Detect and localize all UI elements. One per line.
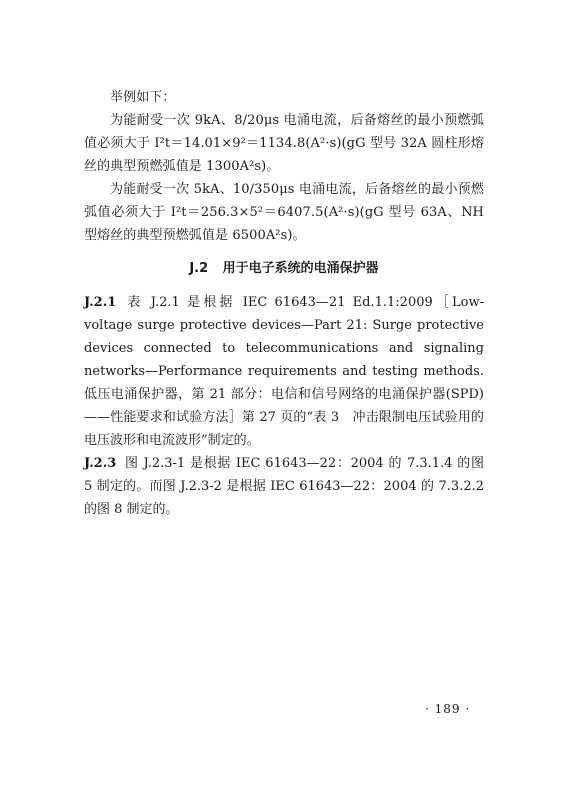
section-heading	[84, 259, 484, 279]
clause-text: 表 J.2.1 是根据 IEC 61643—21 Ed.1.1:2009［Low-voltage surge protective devices—Part 21: Surge protective devices connected to telecommunications and signaling networks—Performance requirements and testing methods. 低压电涌保护器，第 21 部分：电信和信号网络的电涌保护器(SPD)——性能要求和试验方法］第 27 页的“表 3 冲击限制电压试验用的电压波形和电流波形”制定的。	[84, 295, 484, 448]
clause-text: 图 J.2.3-1 是根据 IEC 61643—22：2004 的 7.3.1.4 的图 5 制定的。而图 J.2.3-2 是根据 IEC 61643—22：2004 的 7.3.2.2 的图 8 制定的。	[84, 456, 484, 517]
example-paragraph-2: 为能耐受一次 5kA、10/350μs 电涌电流，后备熔丝的最小预燃弧值必须大于 I²t＝256.3×5²＝6407.5(A²·s)(gG 型号 63A、NH 型熔丝的典型预燃弧值是 6500A²s)。	[84, 182, 484, 243]
section-number: J.2	[189, 261, 209, 276]
intro-label: 举例如下：	[110, 90, 176, 105]
clause-j-2-1	[84, 291, 484, 452]
clause-j-2-3	[84, 452, 484, 521]
example-paragraph-1: 为能耐受一次 9kA、8/20μs 电涌电流，后备熔丝的最小预燃弧值必须大于 I²t＝14.01×9²＝1134.8(A²·s)(gG 型号 32A 圆柱形熔丝的典型预燃弧值是 1300A²s)。	[84, 113, 484, 174]
page-number: · 189 ·	[425, 702, 471, 716]
clause-number: J.2.1	[84, 295, 117, 310]
page-content	[84, 86, 484, 521]
clause-number: J.2.3	[84, 456, 117, 471]
section-title: 用于电子系统的电涌保护器	[222, 261, 379, 276]
